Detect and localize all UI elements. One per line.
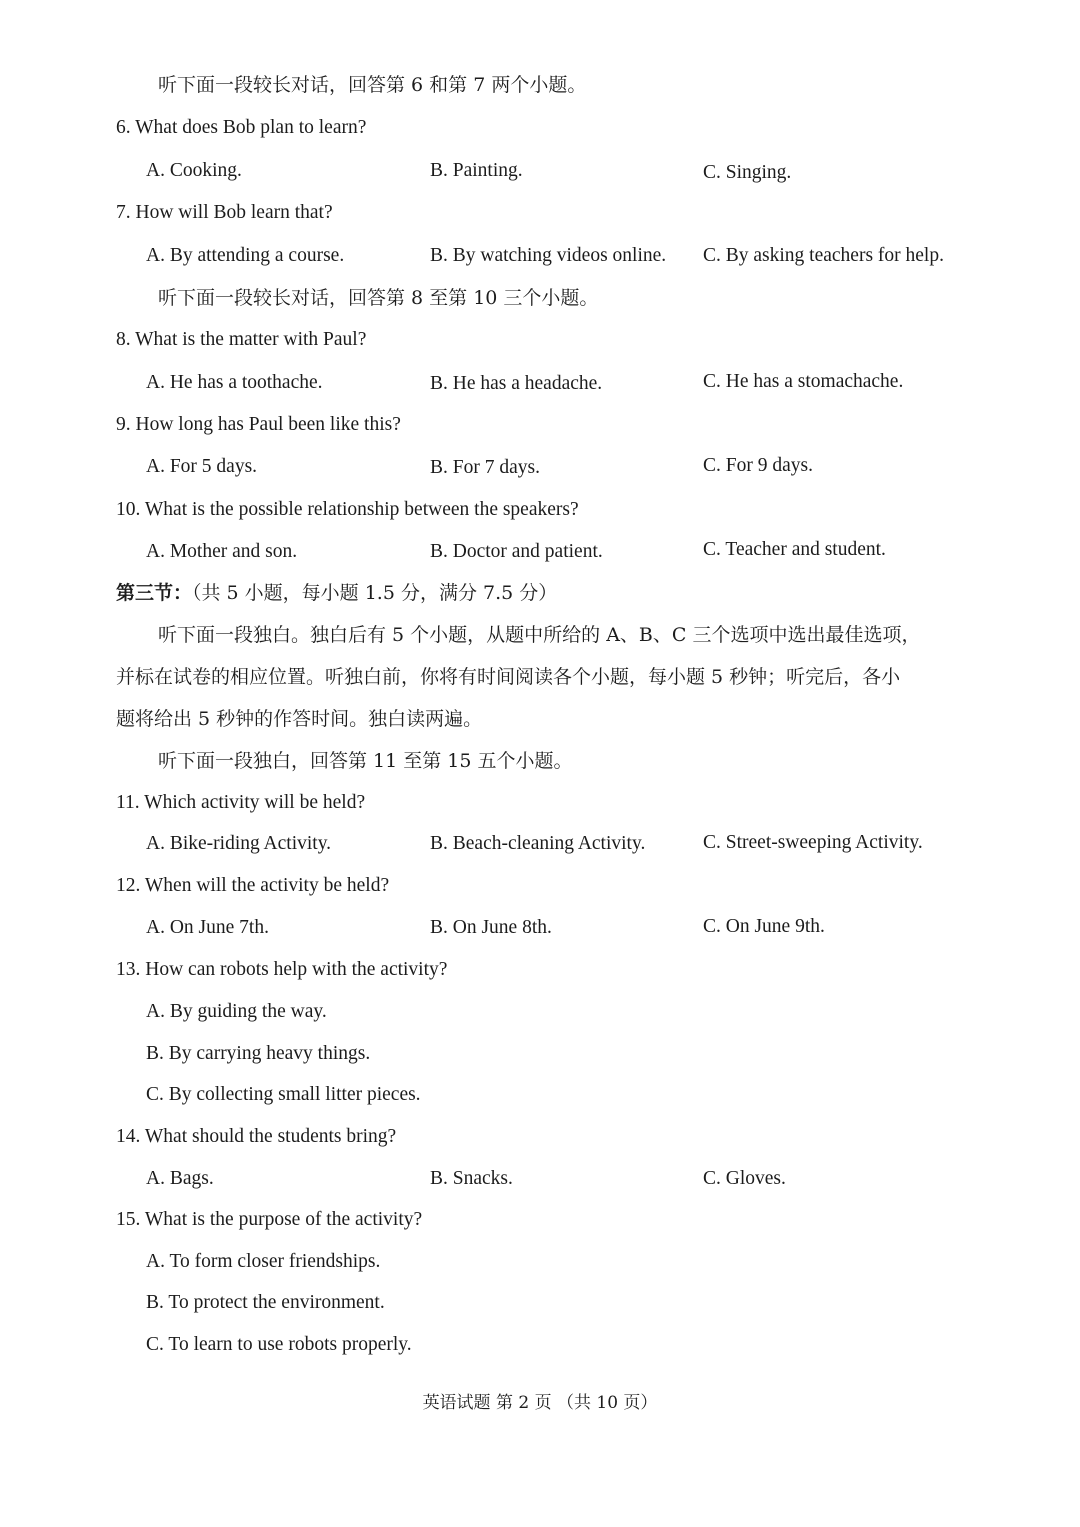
question-14-stem: 14. What should the students bring? [116,1126,397,1147]
q13-option-b: B. By carrying heavy things. [146,1043,371,1064]
q10-option-a: A. Mother and son. [146,541,298,562]
question-11-stem: 11. Which activity will be held? [116,792,366,813]
question-9-stem: 9. How long has Paul been like this? [116,414,401,435]
q14-option-c: C. Gloves. [703,1168,786,1189]
q8-option-b: B. He has a headache. [430,373,603,394]
q6-option-a: A. Cooking. [146,160,242,181]
section-3-intro-line-3: 题将给出 5 秒钟的作答时间。独白读两遍。 [116,708,483,730]
q8-option-a: A. He has a toothache. [146,372,323,393]
question-12-stem: 12. When will the activity be held? [116,875,390,896]
q15-option-b: B. To protect the environment. [146,1292,385,1313]
q10-option-b: B. Doctor and patient. [430,541,603,562]
question-7-stem: 7. How will Bob learn that? [116,202,333,223]
q8-option-c: C. He has a stomachache. [703,371,904,392]
question-13-stem: 13. How can robots help with the activity? [116,959,448,980]
q12-option-b: B. On June 8th. [430,917,552,938]
q7-option-c: C. By asking teachers for help. [703,245,944,266]
q15-option-c: C. To learn to use robots properly. [146,1334,412,1355]
section-3-scoring: （共 5 小题，每小题 1.5 分，满分 7.5 分） [192,582,558,604]
q7-option-b: B. By watching videos online. [430,245,667,266]
q13-option-c: C. By collecting small litter pieces. [146,1084,421,1105]
q7-option-a: A. By attending a course. [146,245,345,266]
q6-option-c: C. Singing. [703,162,792,183]
instruction-monologue-11-15: 听下面一段独白，回答第 11 至第 15 五个小题。 [158,750,573,772]
section-3-intro-line-1: 听下面一段独白。独白后有 5 个小题，从题中所给的 A、B、C 三个选项中选出最佳选项， [158,624,921,646]
question-10-stem: 10. What is the possible relationship between the speakers? [116,499,579,520]
q14-option-b: B. Snacks. [430,1168,513,1189]
q11-option-a: A. Bike-riding Activity. [146,833,332,854]
q9-option-c: C. For 9 days. [703,455,813,476]
page-footer: 英语试题 第 2 页 （共 10 页） [422,1393,658,1413]
q11-option-c: C. Street-sweeping Activity. [703,832,923,853]
section-3-title: 第三节： [116,582,193,604]
q14-option-a: A. Bags. [146,1168,214,1189]
question-8-stem: 8. What is the matter with Paul? [116,329,367,350]
question-15-stem: 15. What is the purpose of the activity? [116,1209,423,1230]
q13-option-a: A. By guiding the way. [146,1001,327,1022]
instruction-dialog-6-7: 听下面一段较长对话，回答第 6 和第 7 两个小题。 [158,74,587,96]
section-3-heading [116,580,557,606]
q15-option-a: A. To form closer friendships. [146,1251,381,1272]
q12-option-a: A. On June 7th. [146,917,269,938]
q10-option-c: C. Teacher and student. [703,539,886,560]
question-6-stem: 6. What does Bob plan to learn? [116,117,367,138]
q9-option-a: A. For 5 days. [146,456,258,477]
q11-option-b: B. Beach-cleaning Activity. [430,833,646,854]
q9-option-b: B. For 7 days. [430,457,540,478]
q6-option-b: B. Painting. [430,160,523,181]
section-3-intro-line-2: 并标在试卷的相应位置。听独白前，你将有时间阅读各个小题，每小题 5 秒钟；听完后，各小 [116,666,901,688]
q12-option-c: C. On June 9th. [703,916,825,937]
instruction-dialog-8-10: 听下面一段较长对话，回答第 8 至第 10 三个小题。 [158,287,599,309]
